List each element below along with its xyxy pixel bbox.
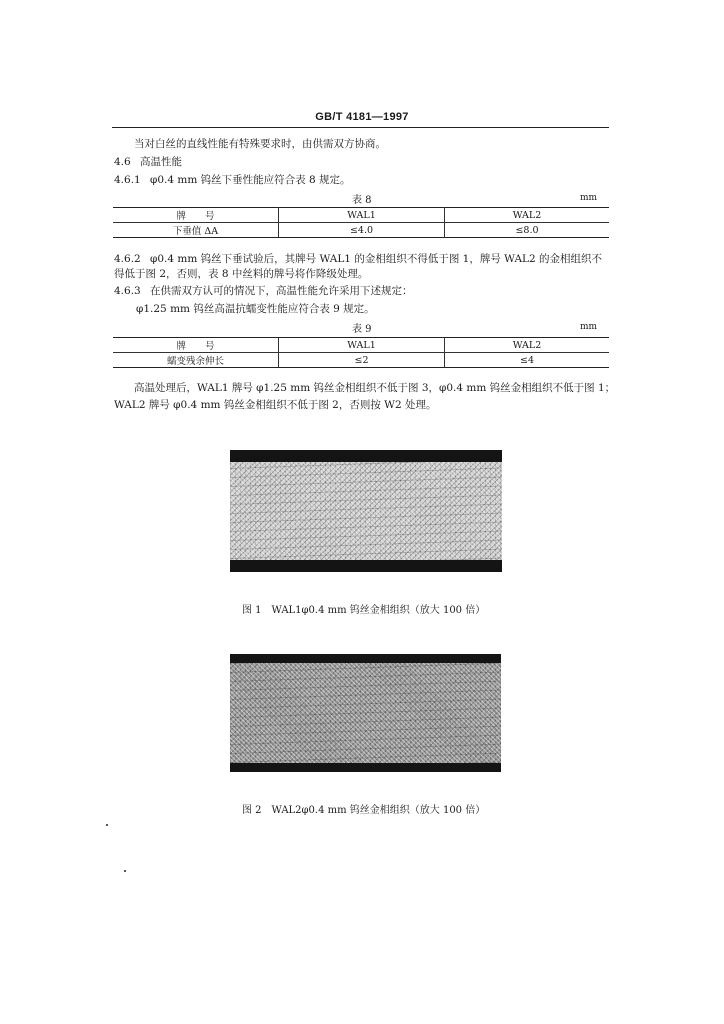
- section-4-6-3-subtext: φ1.25 mm 钨丝高温抗蠕变性能应符合表 9 规定。: [136, 303, 375, 315]
- figure-1-caption: 图 1 WAL1φ0.4 mm 钨丝金相组织（放大 100 倍）: [242, 605, 486, 616]
- section-4-6-1-number: 4.6.1: [114, 174, 141, 186]
- after-table-9-line2: WAL2 牌号 φ0.4 mm 钨丝金相组织不低于图 2，否则按 W2 处理。: [114, 399, 437, 411]
- table-8-header-cell: 牌 号: [113, 208, 279, 223]
- table-9-data-row: [113, 353, 609, 368]
- table-9-header-cell: WAL2: [445, 338, 610, 353]
- table-9: [113, 337, 609, 368]
- table-9-unit: mm: [580, 322, 598, 332]
- table-8-header-cell: WAL1: [279, 208, 445, 223]
- section-4-6-2-text-line2: 得低于图 2，否则，表 8 中丝料的牌号将作降级处理。: [114, 268, 369, 280]
- table-8-cell: 下垂值 ΔA: [113, 223, 279, 238]
- table-8-unit: mm: [580, 193, 598, 203]
- figure-2-caption: 图 2 WAL2φ0.4 mm 钨丝金相组织（放大 100 倍）: [242, 805, 486, 816]
- section-4-6-3-number: 4.6.3: [114, 285, 141, 297]
- section-4-6-3-text: 在供需双方认可的情况下，高温性能允许采用下述规定：: [150, 285, 413, 297]
- table-9-header-cell: 牌 号: [113, 338, 279, 353]
- section-4-6-number: 4.6: [114, 156, 131, 168]
- table-9-cell: ≤4: [445, 353, 610, 368]
- figure-1-edge-bottom: [230, 560, 502, 572]
- table-8-caption: 表 8: [352, 195, 372, 206]
- after-table-9-line1: 高温处理后，WAL1 牌号 φ1.25 mm 钨丝金相组织不低于图 3，φ0.4 mm 钨丝金相组织不低于图 1；: [134, 382, 616, 394]
- section-4-6-1-text: φ0.4 mm 钨丝下垂性能应符合表 8 规定。: [150, 174, 351, 186]
- table-9-header-row: [113, 338, 609, 353]
- standard-code: GB/T 4181—1997: [315, 111, 409, 123]
- figure-2-micrograph: [230, 654, 501, 772]
- intro-line: 当对白丝的直线性能有特殊要求时，由供需双方协商。: [134, 138, 386, 150]
- table-8-cell: ≤4.0: [279, 223, 445, 238]
- table-8-data-row: [113, 223, 609, 238]
- figure-1-micrograph: [230, 450, 502, 572]
- table-8-header-cell: WAL2: [445, 208, 610, 223]
- scan-speck: [106, 824, 108, 826]
- section-4-6-title: 高温性能: [140, 156, 182, 168]
- table-9-header-cell: WAL1: [279, 338, 445, 353]
- header-divider: [112, 127, 609, 128]
- figure-2-edge-top: [230, 654, 501, 663]
- table-9-caption: 表 9: [352, 324, 372, 335]
- scan-speck: [124, 870, 126, 872]
- figure-2-edge-bottom: [230, 763, 501, 772]
- section-4-6-2-number: 4.6.2: [114, 253, 141, 265]
- table-8: [113, 207, 609, 238]
- table-9-cell: ≤2: [279, 353, 445, 368]
- table-8-cell: ≤8.0: [445, 223, 610, 238]
- figure-1-edge-top: [230, 450, 502, 462]
- table-9-cell: 蠕变残余伸长: [113, 353, 279, 368]
- section-4-6-2-text-line1: φ0.4 mm 钨丝下垂试验后，其牌号 WAL1 的金相组织不得低于图 1，牌号 WAL2 的金相组织不: [150, 253, 603, 265]
- table-8-header-row: [113, 208, 609, 223]
